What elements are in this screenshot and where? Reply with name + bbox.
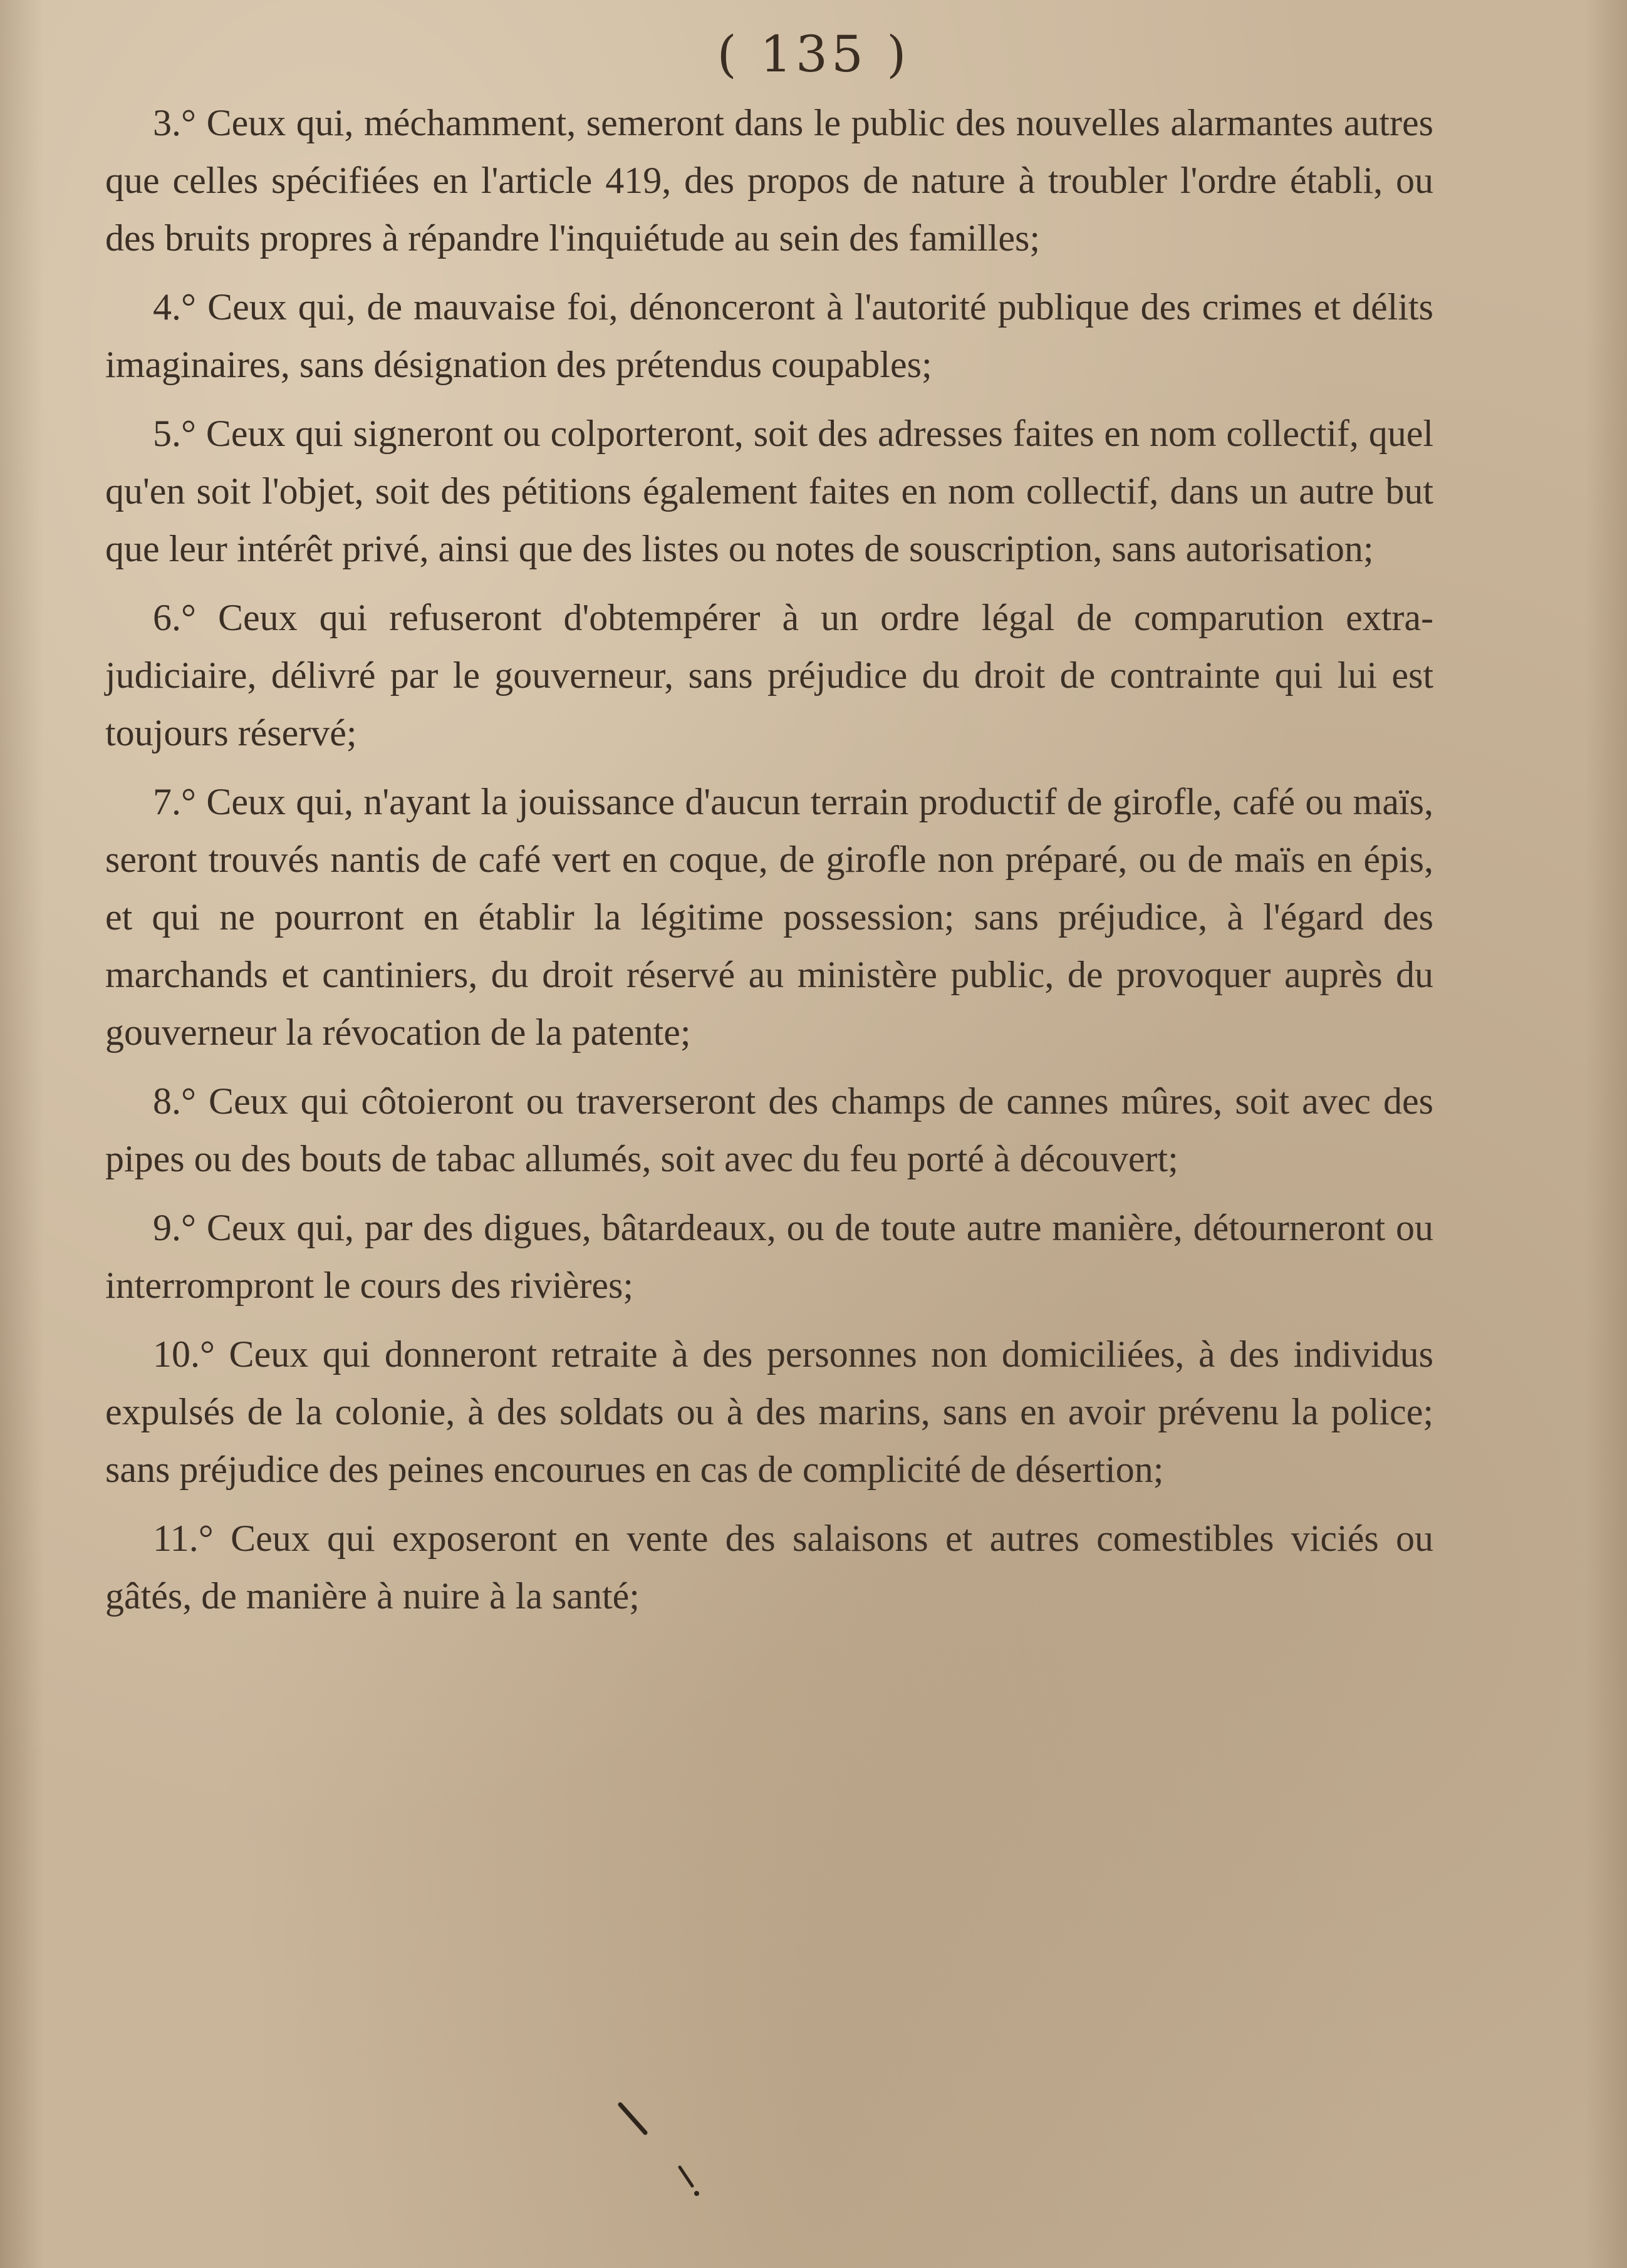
article-number: 6.° [153, 597, 196, 638]
page-number: ( 135 ) [717, 25, 910, 83]
article-number: 3.° [153, 102, 196, 143]
article-number: 4.° [153, 286, 196, 328]
article-number: 8.° [153, 1080, 196, 1122]
article-number: 10.° [153, 1333, 215, 1375]
article-number: 5.° [153, 413, 196, 454]
article-number: 11.° [153, 1518, 214, 1559]
article-text: Ceux qui exposeront en vente des salaisons et autres comestibles viciés ou gâtés, de manière à nuire à la santé; [105, 1518, 1434, 1617]
article-text: Ceux qui, de mauvaise foi, dénonceront à l'autorité publique des crimes et délits imaginaires, sans désignation des prétendus coupables; [105, 286, 1434, 385]
article-number: 7.° [153, 781, 196, 822]
article-number: 9.° [153, 1207, 196, 1248]
article-text: Ceux qui refuseront d'obtempérer à un ordre légal de comparution extra-judiciaire, délivré par le gouverneur, sans préjudice du droit de contrainte qui lui est toujours réservé; [105, 597, 1434, 753]
article-text: Ceux qui signeront ou colporteront, soit des adresses faites en nom collectif, quel qu'en soit l'objet, soit des pétitions également faites en nom collectif, dans un autre but que leur intérêt privé, ainsi que des listes ou notes de souscription, sans autorisation; [105, 413, 1434, 569]
article-text: Ceux qui donneront retraite à des personnes non domiciliées, à des individus expulsés de la colonie, à des soldats ou à des marins, sans en avoir prévenu la police; sans préjudice des peines encourues en cas de complicité de désertion; [105, 1333, 1433, 1490]
article-text: Ceux qui, n'ayant la jouissance d'aucun terrain productif de girofle, café ou maïs, seront trouvés nantis de café vert en coque, de girofle non préparé, ou de maïs en épis, et qui ne pourront en établir la légitime possession; sans préjudice, à l'égard des marchands et cantiniers, du droit réservé au ministère public, de provoquer auprès du gouverneur la révocation de la patente; [105, 781, 1433, 1053]
ink-stroke-mark [680, 2167, 692, 2186]
article-text: Ceux qui, par des digues, bâtardeaux, ou de toute autre manière, détourneront ou interrompront le cours des rivières; [105, 1207, 1433, 1306]
ink-dot-mark [694, 2191, 699, 2196]
article-text: Ceux qui côtoieront ou traverseront des champs de cannes mûres, soit avec des pipes ou des bouts de tabac allumés, soit avec du feu porté à découvert; [105, 1080, 1433, 1179]
article-text: Ceux qui, méchamment, semeront dans le public des nouvelles alarmantes autres que celles spécifiées en l'article 419, des propos de nature à troubler l'ordre établi, ou des bruits propres à répandre l'inquiétude au sein des familles; [105, 102, 1434, 259]
ink-stroke-mark [620, 2105, 645, 2133]
